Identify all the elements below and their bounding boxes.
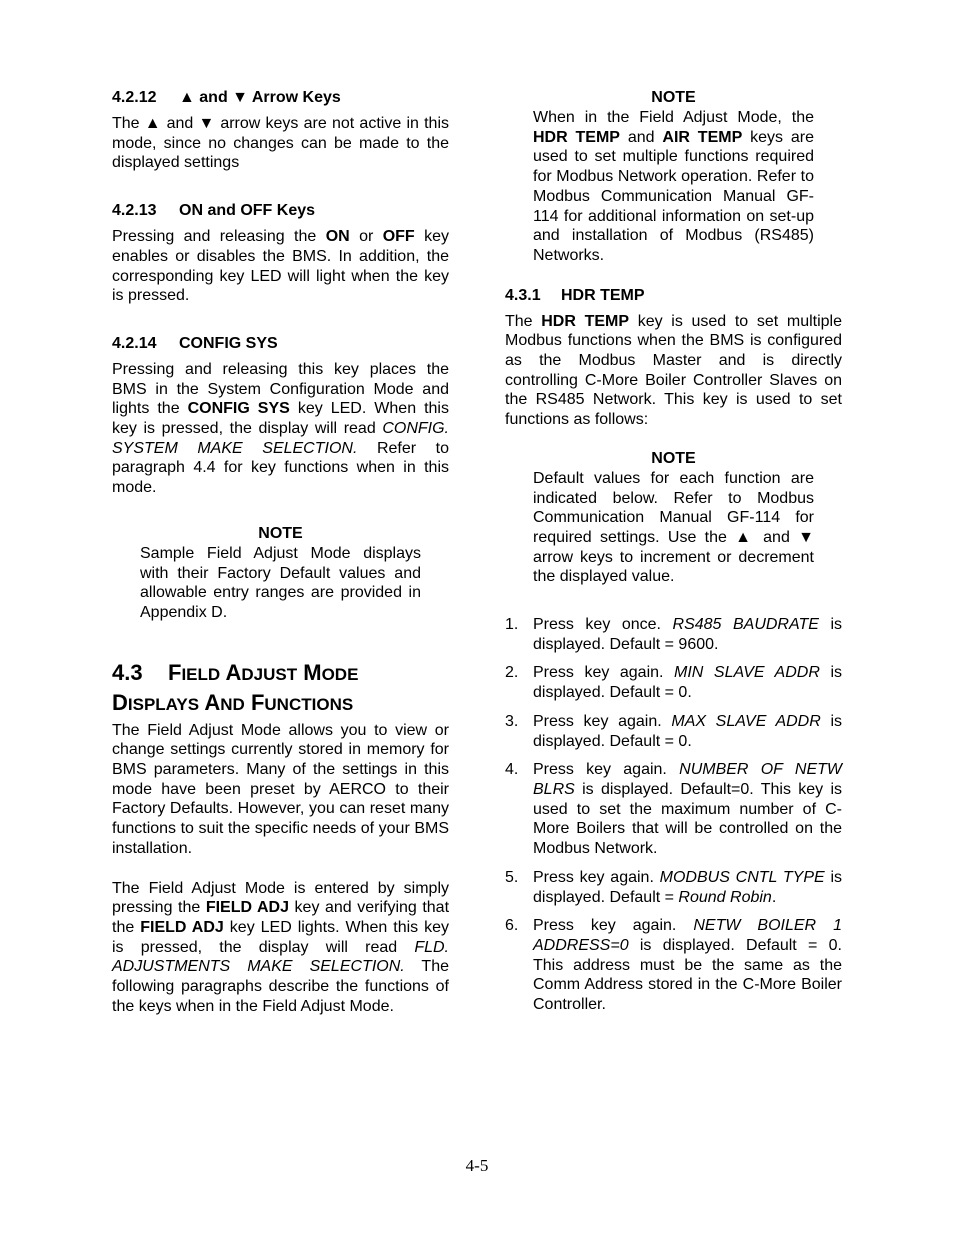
section-4-3-1-body [505,312,842,430]
list-item [505,663,842,702]
bold-key-name: HDR TEMP [533,128,620,146]
note-field-adjust-modbus [533,88,814,266]
right-column [505,88,842,1024]
heading-smallcaps: UNCTIONS [264,694,354,714]
section-title: ON and OFF Keys [179,202,316,220]
section-4-3-1-heading [505,286,842,306]
section-4-2-12-heading [112,88,449,108]
section-4-2-14-heading [112,334,449,354]
text-run: When in the Field Adjust Mode, the [533,109,814,126]
heading-cap: M [303,659,322,685]
section-title: HDR TEMP [561,286,645,304]
text-run: Press key again. [533,712,672,730]
heading-smallcaps: DJUST [241,664,298,684]
list-item [505,712,842,751]
heading-cap: F [250,689,265,715]
heading-smallcaps: ODE [321,664,359,684]
left-column [112,88,449,1017]
display-text: FLD. ADJUSTMENTS MAKE SELECTION. [112,938,449,976]
section-number: 4.2.14 [112,334,157,352]
list-item [505,868,842,907]
hdr-temp-steps-list [505,615,842,1015]
display-text: MIN SLAVE ADDR [674,664,820,682]
text-run: The Field Adjust Mode is entered by simply pressing the [112,879,449,917]
text-run: Pressing and releasing the [112,228,326,246]
text-run: is displayed. Default = 9600. [533,616,843,653]
list-item [505,760,842,859]
text-run: is displayed. Default = 0. [533,664,843,702]
section-title: ▲ and ▼ Arrow Keys [179,89,341,106]
note-sample-displays [140,524,421,623]
section-number: 4.3 [112,659,143,685]
display-text: NETW BOILER 1 ADDRESS=0 [533,917,842,954]
bold-key-name: FIELD ADJ [140,918,224,936]
note-body: Sample Field Adjust Mode displays with their Factory Default values and allowable entry ranges are provided in Appendix D. [140,544,421,621]
text-run: Press key again. [533,761,680,779]
text-run: Pressing and releasing this key places the BMS in the System Configuration Mode and lights the [112,360,449,418]
note-body [533,108,814,266]
bold-key-name: CONFIG SYS [187,400,290,418]
bold-key-name: OFF [382,228,415,246]
note-title: NOTE [651,89,696,106]
display-text: RS485 BAUDRATE [672,616,819,634]
text-run: Press key once. [533,616,673,634]
display-text: Round Robin [678,888,772,906]
heading-cap: A [204,689,221,715]
heading-smallcaps: IELD [181,664,221,684]
heading-smallcaps: ND [220,694,245,714]
section-4-3-paragraph-1: The Field Adjust Mode allows you to view or change settings currently stored in memory for BMS parameters. Many of the settings in this mode have been preset by AERCO to their Factory Defaults. However, you can reset many functions to suit the specific needs of your BMS installation. [112,721,449,857]
text-run: key LED. When this key is pressed, the display will read [112,400,449,438]
note-title: NOTE [258,524,303,542]
text-run: and [619,128,663,146]
text-run: The [505,312,542,330]
section-4-3-paragraph-2 [112,879,449,1017]
section-number: 4.2.12 [112,89,157,106]
step-number: 2. [505,664,519,682]
list-item [505,916,842,1015]
display-text: CONFIG. SYSTEM MAKE SELECTION. [112,420,449,457]
section-4-2-13-body [112,227,449,306]
bold-key-name: ON [325,228,350,246]
display-text: MAX SLAVE ADDR [671,712,821,730]
text-run: is displayed. Default = [533,868,842,906]
text-run: Press key again. [533,868,660,886]
page-number: 4-5 [465,1156,489,1175]
step-number: 4. [505,761,519,779]
text-run: key enables or disables the BMS. In addition, the corresponding key LED will light when the key is pressed. [112,228,449,305]
text-run: or [349,228,383,246]
note-title: NOTE [651,449,696,467]
step-number: 5. [505,868,519,886]
text-run: Press key again. [533,917,694,935]
section-4-3-heading [112,659,449,719]
section-title: CONFIG SYS [179,334,278,352]
section-number: 4.2.13 [112,202,157,220]
text-run: key and verifying that the [112,899,450,936]
text-run: keys are used to set multiple functions required for Modbus Network operation. Refer to Modbus Communication Manual GF-114 for additional information on set-up and installation of Modbus (RS485) Networks. [533,128,814,264]
display-text: NUMBER OF NETW BLRS [533,761,842,798]
text-run: Press key again. [533,664,675,682]
step-number: 6. [505,917,519,935]
display-text: MODBUS CNTL TYPE [659,868,825,886]
text-run: is displayed. Default=0. This key is used to set the maximum number of C-More Boilers that will be controlled on the Modbus Network. [533,780,842,858]
note-body: Default values for each function are indicated below. Refer to Modbus Communication Manual GF-114 for required settings. Use the ▲ and ▼ arrow keys to increment or decrement the displayed value. [533,469,814,586]
bold-key-name: HDR TEMP [541,312,630,330]
bold-key-name: FIELD ADJ [205,899,289,917]
text-run: key is used to set multiple Modbus functions when the BMS is configured as the Modbus Master and is directly controlling C-More Boiler Controller Slaves on the RS485 Network. This key is used to set functions as follows: [505,312,843,429]
section-number: 4.3.1 [505,286,541,304]
bold-key-name: AIR TEMP [662,128,743,146]
list-item [505,615,842,654]
note-default-values [533,449,814,587]
step-number: 3. [505,712,519,730]
heading-cap: D [112,689,128,715]
step-number: 1. [505,616,519,634]
text-run: Refer to paragraph 4.4 for key functions when in this mode. [112,439,450,497]
text-run: key LED lights. When this key is pressed, the display will read [112,918,450,956]
section-4-2-14-body [112,360,449,498]
heading-smallcaps: ISPLAYS [127,694,200,714]
text-run: is displayed. Default = 0. This address must be the same as the Comm Address stored in the C-More Boiler Controller. [533,936,842,1014]
heading-cap: A [225,659,242,685]
text-run: The following paragraphs describe the functions of the keys when in the Field Adjust Mode. [112,958,450,1015]
section-4-2-12-body: The ▲ and ▼ arrow keys are not active in this mode, since no changes can be made to the displayed settings [112,115,449,172]
text-run: is displayed. Default = 0. [533,712,843,750]
heading-cap: F [168,659,182,685]
section-4-2-13-heading [112,201,449,221]
text-run: . [771,888,777,906]
